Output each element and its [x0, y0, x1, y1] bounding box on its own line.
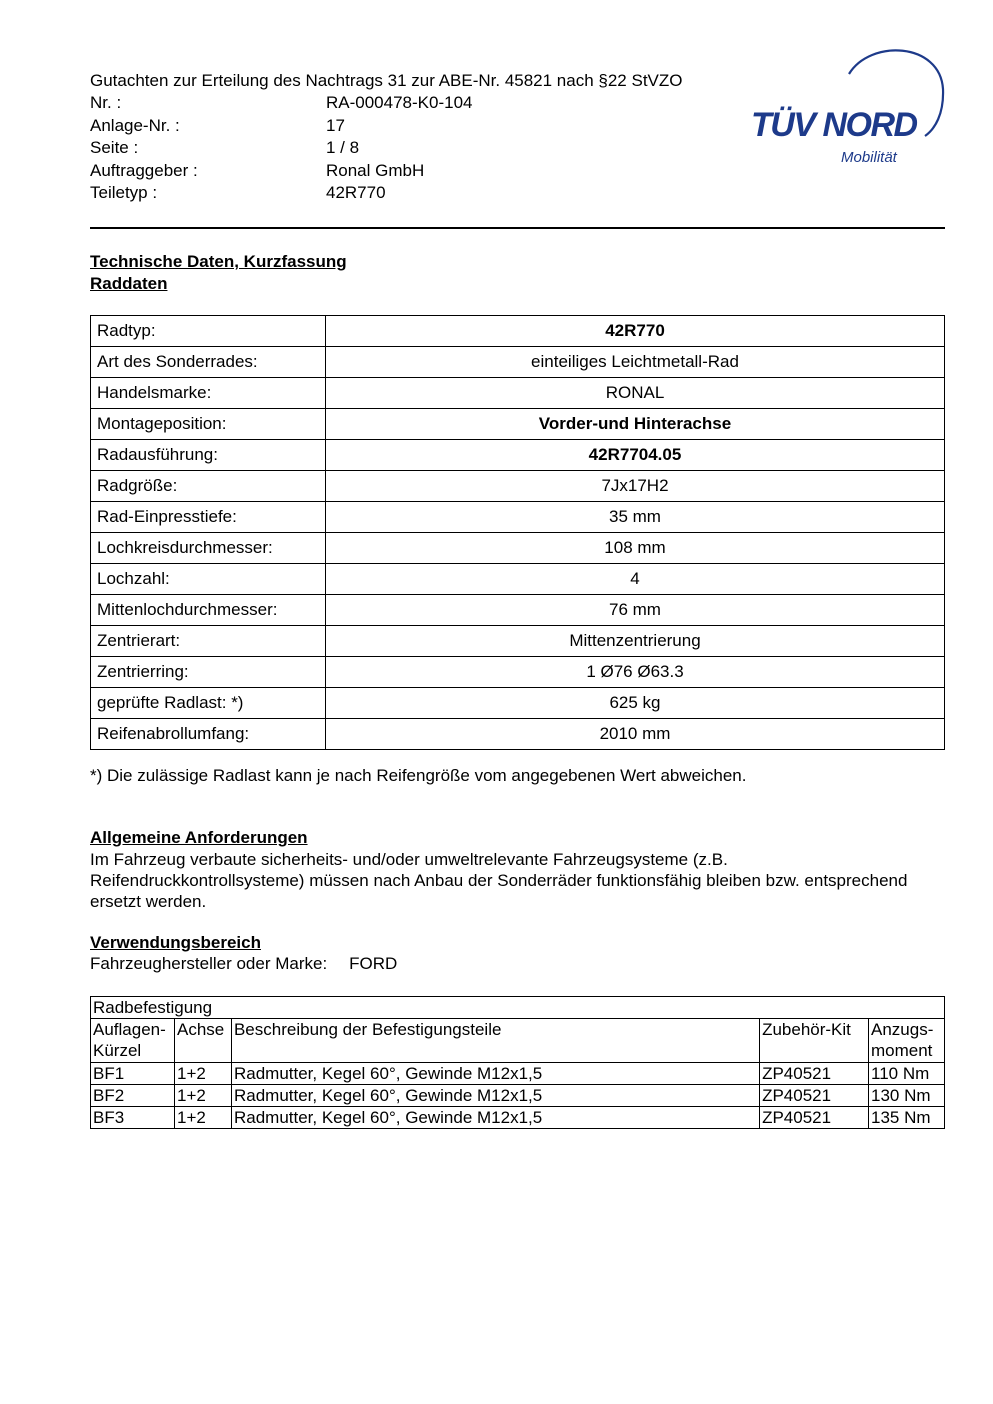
table-title-row [91, 997, 945, 1019]
table-row [91, 347, 945, 378]
row-label: Handelsmarke: [91, 378, 326, 409]
cell-achse: 1+2 [174, 1107, 231, 1129]
field-teiletyp [90, 182, 770, 205]
section-title-technische-daten: Technische Daten, Kurzfassung [90, 252, 347, 271]
cell-kit: ZP40521 [760, 1107, 869, 1129]
row-value: 42R770 [326, 316, 945, 347]
section-title-allgemeine-anforderungen: Allgemeine Anforderungen [90, 828, 308, 847]
cell-achse: 1+2 [174, 1085, 231, 1107]
row-label: Lochzahl: [91, 564, 326, 595]
table-row [91, 409, 945, 440]
table-row [91, 564, 945, 595]
field-value: Ronal GmbH [326, 160, 425, 180]
row-label: Radausführung: [91, 440, 326, 471]
field-label: Nr. : [90, 93, 122, 112]
column-header: Zubehör-Kit [760, 1019, 869, 1063]
table-row [91, 1063, 945, 1085]
row-value: 35 mm [326, 502, 945, 533]
table-title: Radbefestigung [91, 997, 945, 1019]
field-value: 42R770 [326, 183, 386, 202]
table-row [91, 471, 945, 502]
row-value: 2010 mm [326, 719, 945, 750]
tuv-nord-logo [745, 44, 950, 169]
field-anlage [90, 115, 770, 138]
cell-kuerzel: BF2 [91, 1085, 175, 1107]
field-label: Seite : [90, 138, 139, 157]
table-row [91, 595, 945, 626]
section-subtitle-raddaten: Raddaten [90, 274, 168, 293]
field-auftraggeber [90, 160, 770, 183]
column-header: Beschreibung der Befestigungsteile [231, 1019, 759, 1063]
vehicle-manufacturer-line [90, 953, 397, 975]
row-value: 4 [326, 564, 945, 595]
section-title-verwendungsbereich: Verwendungsbereich [90, 933, 261, 952]
table-row [91, 719, 945, 750]
row-value: 42R7704.05 [326, 440, 945, 471]
cell-moment: 110 Nm [869, 1063, 945, 1085]
table-row [91, 626, 945, 657]
table-row [91, 1107, 945, 1129]
manufacturer-value: FORD [349, 954, 398, 973]
row-label: Montageposition: [91, 409, 326, 440]
table-header-row [91, 1019, 945, 1063]
row-value: 7Jx17H2 [326, 471, 945, 502]
manufacturer-label: Fahrzeughersteller oder Marke: [90, 954, 328, 973]
row-value: 625 kg [326, 688, 945, 719]
field-seite [90, 137, 770, 160]
table-row [91, 378, 945, 409]
field-value: 17 [326, 115, 345, 135]
column-header: Achse [174, 1019, 231, 1063]
table-row [91, 316, 945, 347]
document-title: Gutachten zur Erteilung des Nachtrags 31 zur ABE-Nr. 45821 nach §22 StVZO [90, 71, 683, 90]
row-value: 1 Ø76 Ø63.3 [326, 657, 945, 688]
cell-beschreibung: Radmutter, Kegel 60°, Gewinde M12x1,5 [231, 1107, 759, 1129]
field-value: RA-000478-K0-104 [326, 93, 473, 112]
cell-moment: 135 Nm [869, 1107, 945, 1129]
row-value: 108 mm [326, 533, 945, 564]
row-label: Zentrierart: [91, 626, 326, 657]
allgemeine-anforderungen-text: Im Fahrzeug verbaute sicherheits- und/oder umweltrelevante Fahrzeugsysteme (z.B. Reifendruckkontrollsysteme) müssen nach Anbau der Sonderräder funktionsfähig bleiben bzw. entsprechend ersetzt werden. [90, 850, 908, 911]
document-header [90, 70, 770, 205]
header-divider [90, 227, 945, 229]
row-label: Reifenabrollumfang: [91, 719, 326, 750]
row-value: einteiliges Leichtmetall-Rad [326, 347, 945, 378]
cell-moment: 130 Nm [869, 1085, 945, 1107]
row-label: Radtyp: [91, 316, 326, 347]
table-row [91, 657, 945, 688]
field-nr [90, 92, 770, 115]
cell-kit: ZP40521 [760, 1085, 869, 1107]
field-label: Teiletyp : [90, 183, 158, 202]
row-label: Radgröße: [91, 471, 326, 502]
radbefestigung-table [90, 996, 945, 1129]
table-row [91, 502, 945, 533]
table-row [91, 688, 945, 719]
column-header: Auflagen- Kürzel [91, 1019, 175, 1063]
logo-wordmark: TÜV NORD [751, 106, 917, 144]
field-label: Anlage-Nr. : [90, 115, 180, 135]
row-label: geprüfte Radlast: *) [91, 688, 326, 719]
cell-kit: ZP40521 [760, 1063, 869, 1085]
row-label: Mittenlochdurchmesser: [91, 595, 326, 626]
cell-achse: 1+2 [174, 1063, 231, 1085]
row-value: 76 mm [326, 595, 945, 626]
cell-kuerzel: BF3 [91, 1107, 175, 1129]
row-label: Zentrierring: [91, 657, 326, 688]
column-header: Anzugs- moment [869, 1019, 945, 1063]
table-row [91, 1085, 945, 1107]
table-row [91, 533, 945, 564]
raddaten-table [90, 315, 945, 750]
radlast-footnote: *) Die zulässige Radlast kann je nach Reifengröße vom angegebenen Wert abweichen. [90, 766, 747, 785]
field-label: Auftraggeber : [90, 160, 198, 180]
row-value: Vorder-und Hinterachse [326, 409, 945, 440]
row-label: Art des Sonderrades: [91, 347, 326, 378]
row-label: Rad-Einpresstiefe: [91, 502, 326, 533]
row-value: RONAL [326, 378, 945, 409]
logo-subtitle: Mobilität [841, 149, 897, 166]
row-label: Lochkreisdurchmesser: [91, 533, 326, 564]
table-row [91, 440, 945, 471]
field-value: 1 / 8 [326, 138, 360, 157]
row-value: Mittenzentrierung [326, 626, 945, 657]
cell-beschreibung: Radmutter, Kegel 60°, Gewinde M12x1,5 [231, 1085, 759, 1107]
cell-beschreibung: Radmutter, Kegel 60°, Gewinde M12x1,5 [231, 1063, 759, 1085]
cell-kuerzel: BF1 [91, 1063, 175, 1085]
